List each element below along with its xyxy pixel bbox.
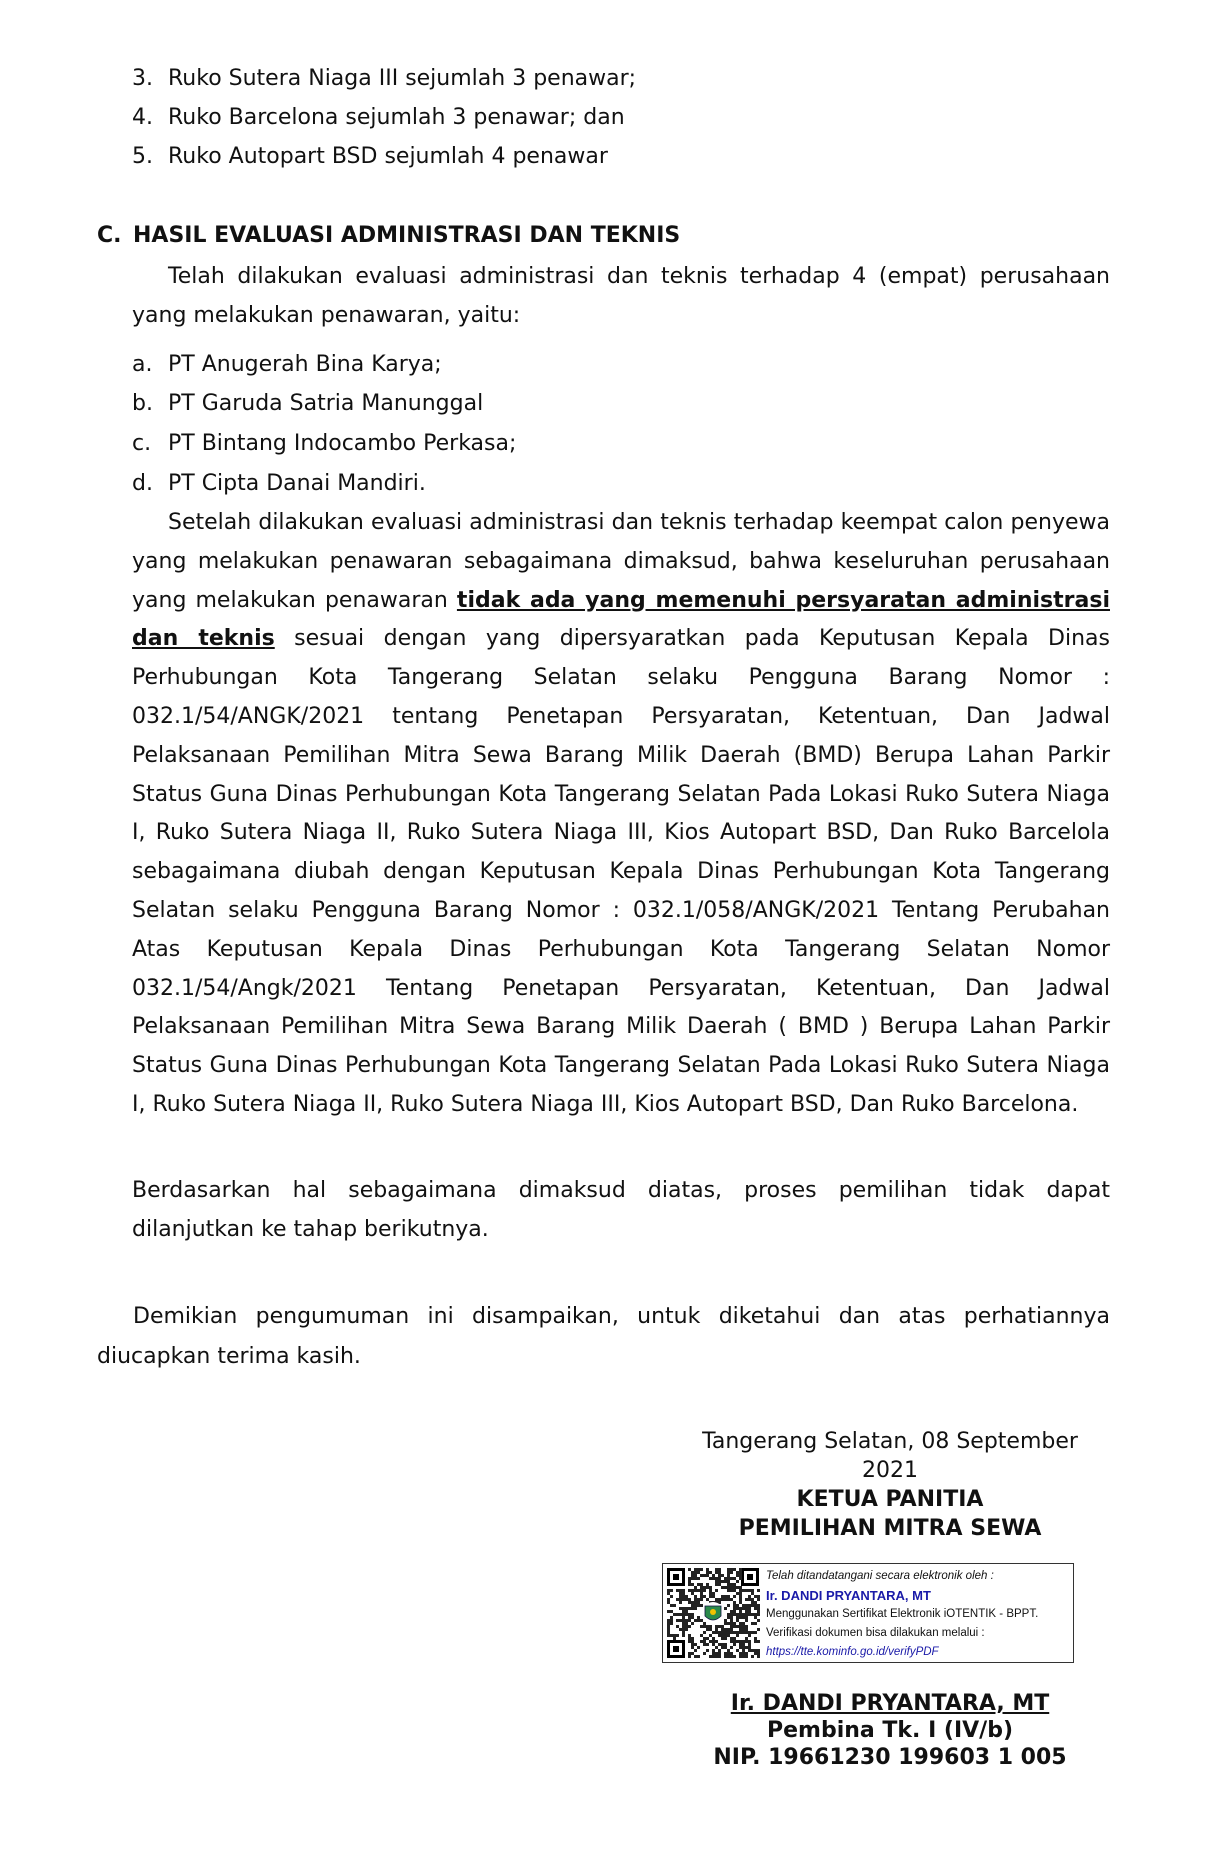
section-letter: C. [97,223,122,248]
closing-text: Demikian pengumuman ini disampaikan, untuk diketahui dan atas perhatiannya diucapkan terima kasih. [97,1304,1110,1369]
company-name: PT Bintang Indocambo Perkasa; [168,431,517,456]
list-text: Ruko Sutera Niaga III sejumlah 3 penawar; [168,66,637,91]
company-name: PT Anugerah Bina Karya; [168,352,442,377]
list-item [132,141,608,173]
company-item [132,428,516,460]
list-number: 5. [132,144,153,169]
list-number: 4. [132,105,153,130]
list-item [132,102,625,134]
company-letter: a. [132,352,153,377]
conclusion-paragraph: Berdasarkan hal sebagaimana dimaksud diatas, proses pemilihan tidak dapat dilanjutkan ke tahap berikutnya. [132,1178,1110,1242]
qr-code-icon [665,1566,761,1660]
list-number: 3. [132,66,153,91]
section-heading [97,220,680,252]
signer-rank: Pembina Tk. I (IV/b) [766,1718,1014,1743]
list-text: Ruko Autopart BSD sejumlah 4 penawar [168,144,608,169]
city-emblem-icon [705,1606,721,1620]
result-emphasis: tidak ada yang memenuhi persyaratan administrasi dan teknis [132,587,1110,652]
esign-text [766,1567,1072,1662]
company-name: PT Garuda Satria Manunggal [168,391,484,416]
esign-box [662,1563,1074,1663]
result-paragraph [132,504,1110,1125]
company-item [132,468,426,500]
company-item [132,349,442,381]
company-letter: c. [132,431,152,456]
company-name: PT Cipta Danai Mandiri. [168,471,426,496]
esign-verify-note: Verifikasi dokumen bisa dilakukan melalui : [766,1627,985,1639]
list-text: Ruko Barcelona sejumlah 3 penawar; dan [168,105,625,130]
list-item [132,63,636,95]
signer-committee: PEMILIHAN MITRA SEWA [738,1516,1042,1541]
esign-name: Ir. DANDI PRYANTARA, MT [766,1588,931,1603]
result-text-after: sesuai dengan yang dipersyaratkan pada Keputusan Kepala Dinas Perhubungan Kota Tangerang Selatan selaku Pengguna Barang Nomor : 032.1/54/ANGK/2021 tentang Penetapan Persyaratan, Ketentuan, Dan Jadwal Pelaksanaan Pemilihan Mitra Sewa Barang Milik Daerah (BMD) Berupa Lahan Parkir Status Guna Dinas Perhubungan Kota Tangerang Selatan Pada Lokasi Ruko Sutera Niaga I, Ruko Sutera Niaga II, Ruko Sutera Niaga III, Kios Autopart BSD, Dan Ruko Barcelola sebagaimana diubah dengan Keputusan Kepala Dinas Perhubungan Kota Tangerang Selatan selaku Pengguna Barang Nomor : 032.1/058/ANGK/2021 Tentang Perubahan Atas Keputusan Kepala Dinas Perhubungan Kota Tangerang Selatan Nomor 032.1/54/Angk/2021 Tentang Penetapan Persyaratan, Ketentuan, Dan Jadwal Pelaksanaan Pemilihan Mitra Sewa Barang Milik Daerah ( BMD ) Berupa Lahan Parkir Status Guna Dinas Perhubungan Kota Tangerang Selatan Pada Lokasi Ruko Sutera Niaga I, Ruko Sutera Niaga II, Ruko Sutera Niaga III, Kios Autopart BSD, Dan Ruko Barcelona. [132,626,1110,1117]
signer-role: KETUA PANITIA [796,1487,984,1512]
esign-certificate: Menggunakan Sertifikat Elektronik iOTENTIK - BPPT. [766,1608,1039,1620]
signer-name: Ir. DANDI PRYANTARA, MT [730,1691,1050,1716]
signer-nip: NIP. 19661230 199603 1 005 [713,1745,1067,1770]
section-title: HASIL EVALUASI ADMINISTRASI DAN TEKNIS [133,223,681,248]
esign-statement: Telah ditandatangani secara elektronik oleh : [766,1570,994,1582]
intro-paragraph: Telah dilakukan evaluasi administrasi dan teknis terhadap 4 (empat) perusahaan yang melakukan penawaran, yaitu: [132,264,1110,328]
closing-paragraph [97,1297,1110,1377]
result-text-before: Setelah dilakukan evaluasi administrasi dan teknis terhadap keempat calon penyewa yang melakukan penawaran sebagaimana dimaksud, bahwa keseluruhan perusahaan yang melakukan penawaran [132,510,1110,613]
place-date: Tangerang Selatan, 08 September 2021 [702,1429,1078,1483]
company-item [132,388,483,420]
signer-block [690,1690,1090,1771]
esign-verify-link[interactable]: https://tte.kominfo.go.id/verifyPDF [766,1646,939,1658]
company-letter: d. [132,471,153,496]
signature-header [690,1427,1090,1543]
company-letter: b. [132,391,153,416]
